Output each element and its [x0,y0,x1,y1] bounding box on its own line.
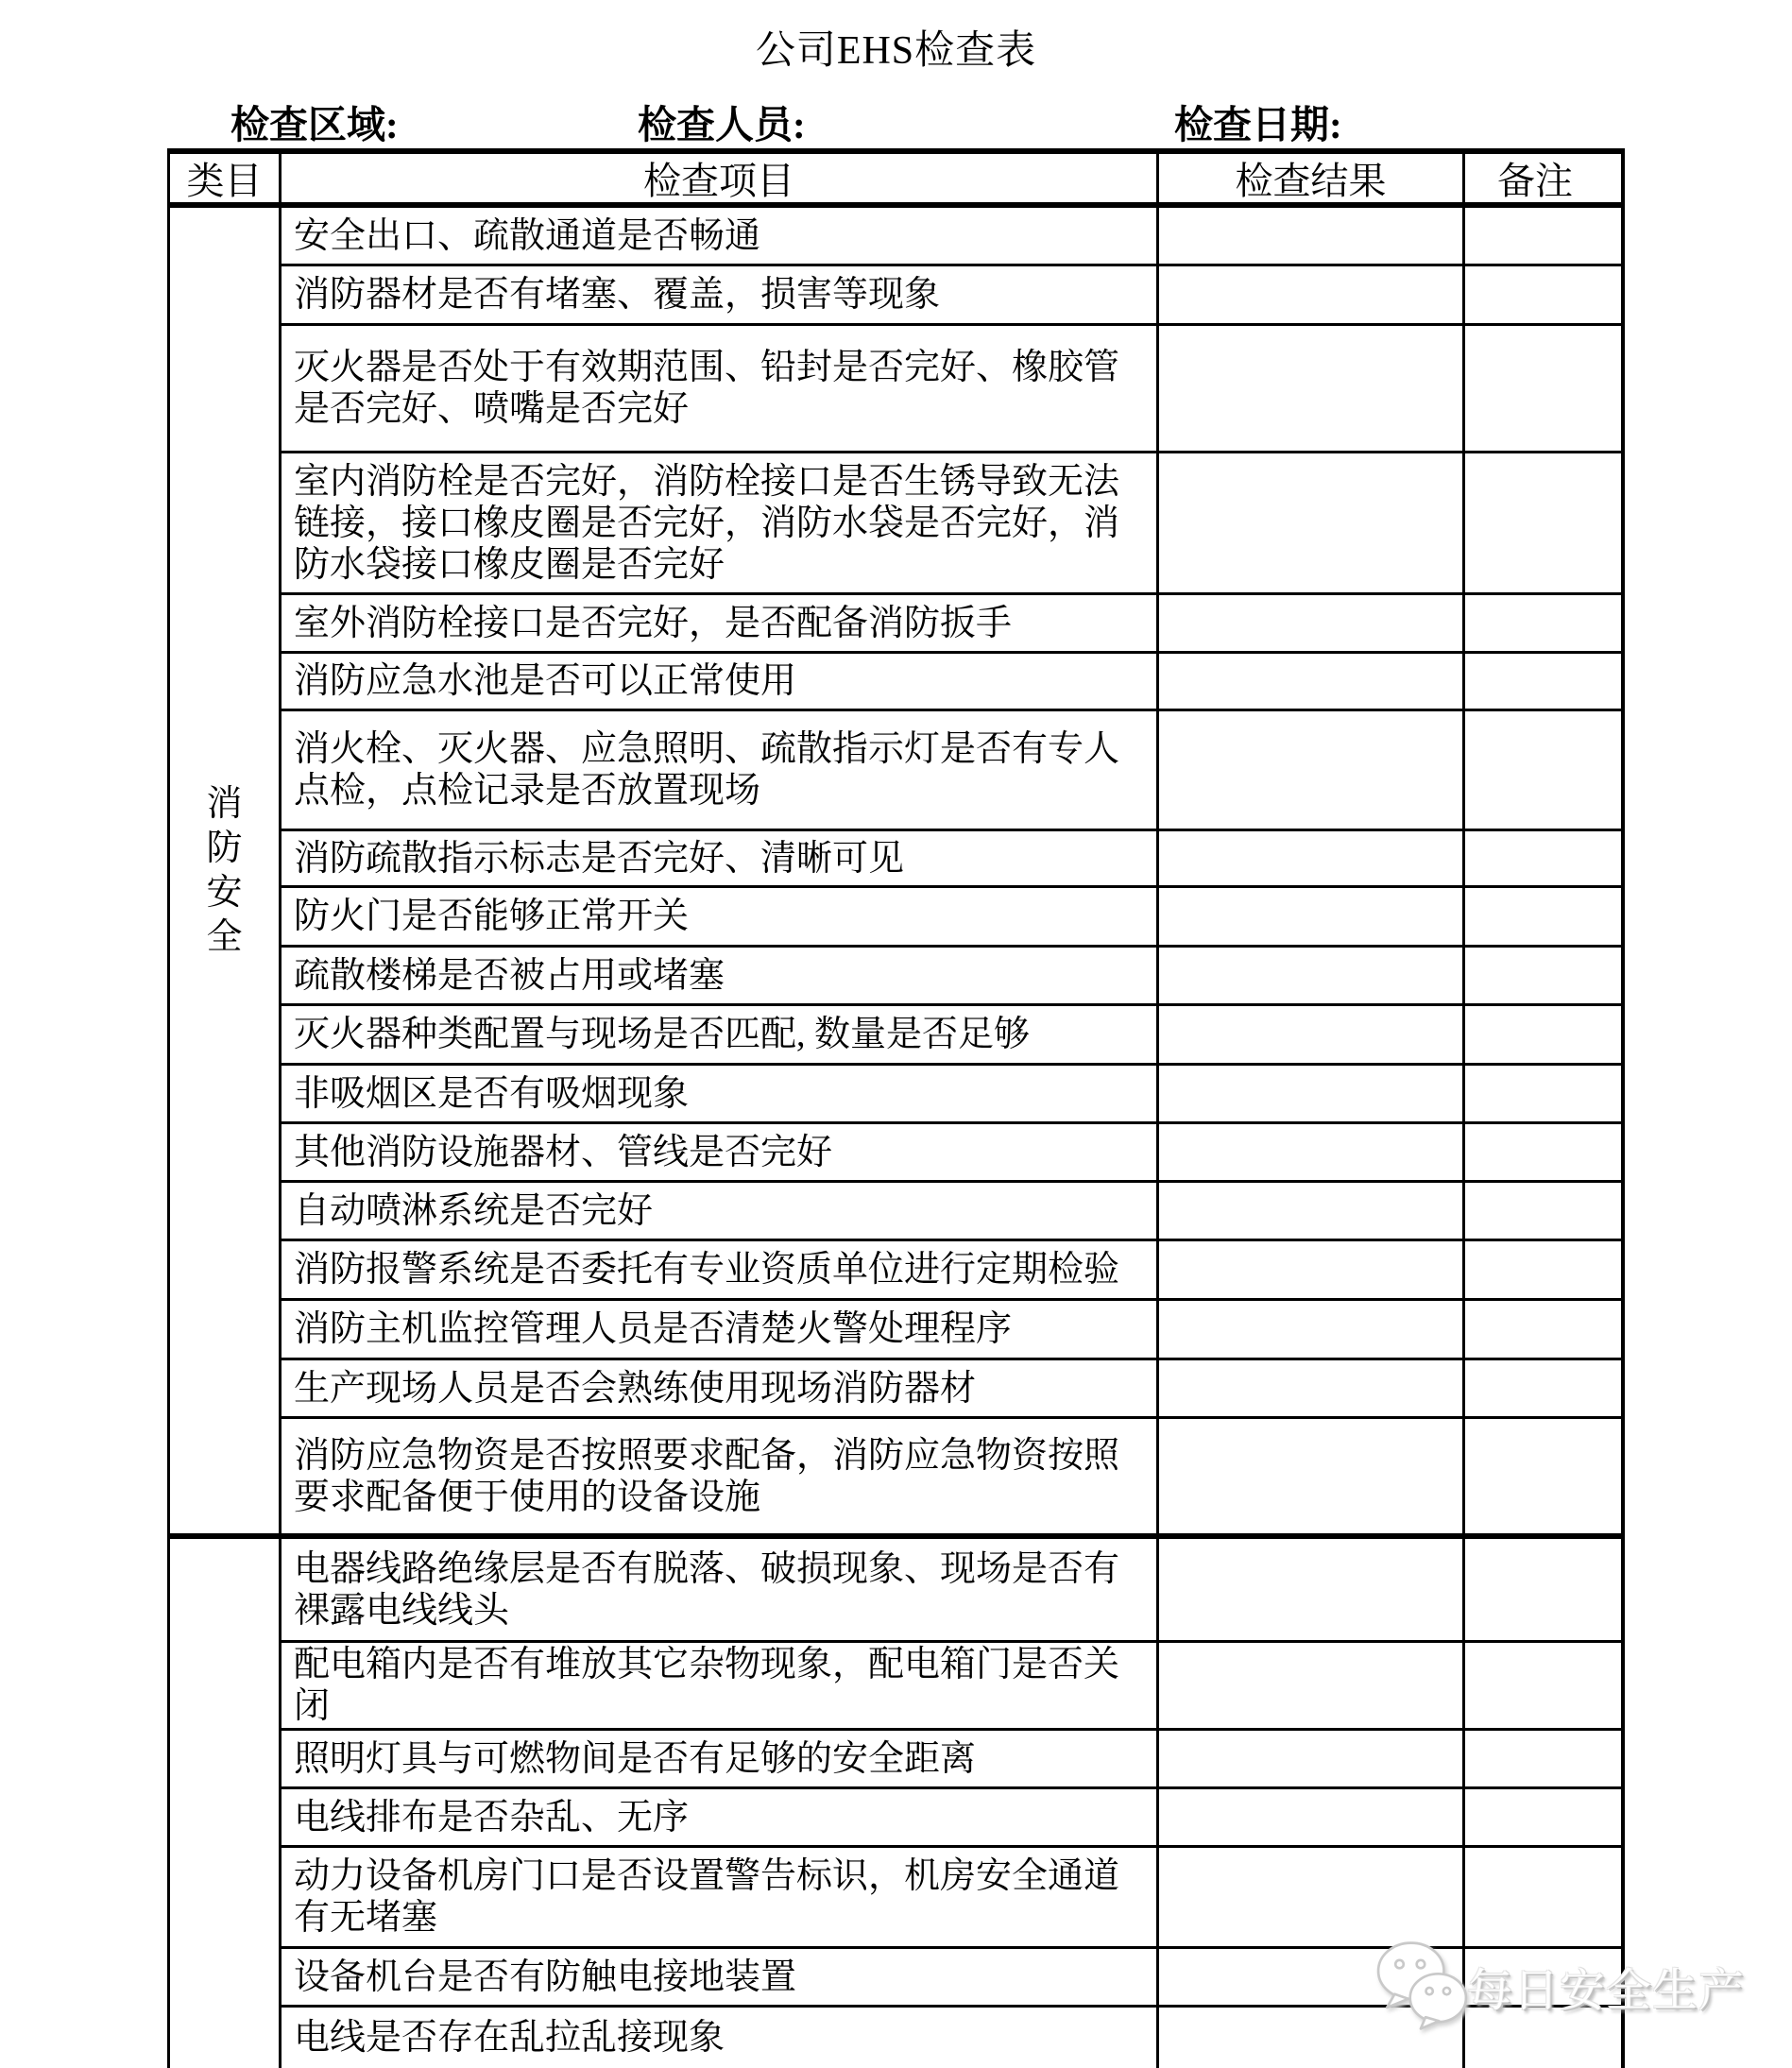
inspection-item-cell [282,1241,1159,1298]
inspection-item-cell [282,948,1159,1003]
result-cell [1159,1124,1465,1180]
table-row [282,831,1621,888]
inspection-item-text: 消防应急水池是否可以正常使用 [294,661,797,701]
inspection-item-text: 电线是否存在乱拉乱接现象 [294,2018,725,2058]
inspection-item-cell [282,831,1159,885]
inspection-item-text: 防火门是否能够正常开关 [294,897,690,936]
inspection-item-text: 灭火器是否处于有效期范围、铅封是否完好、橡胶管是否完好、喷嘴是否完好 [294,348,1120,429]
inspection-item-text: 消防主机监控管理人员是否清楚火警处理程序 [294,1309,1013,1349]
inspection-item-text: 室外消防栓接口是否完好，是否配备消防扳手 [294,603,1013,643]
table-row [282,1419,1621,1539]
result-cell [1159,1643,1465,1728]
table-body [170,208,1621,2068]
remark-cell [1465,888,1621,945]
inspection-item-cell [282,2008,1159,2068]
remark-cell [1465,1301,1621,1358]
table-row [282,1124,1621,1183]
inspection-item-cell [282,1066,1159,1121]
result-cell [1159,1183,1465,1239]
category-column [170,208,282,2068]
table-row [282,1301,1621,1360]
category-cell [170,1539,282,2068]
inspection-item-cell [282,595,1159,651]
inspection-item-cell [282,654,1159,709]
inspection-item-cell [282,1419,1159,1533]
remark-cell [1465,326,1621,451]
wechat-icon [1374,1939,1471,2031]
inspection-item-cell [282,1949,1159,2005]
result-cell [1159,1241,1465,1298]
remark-cell [1465,1539,1621,1640]
inspection-item-cell [282,1539,1159,1640]
category-cell [170,208,282,1539]
result-cell [1159,326,1465,451]
inspection-item-cell [282,266,1159,323]
inspection-item-text: 灭火器种类配置与现场是否匹配, 数量是否足够 [294,1015,1031,1054]
result-cell [1159,1301,1465,1358]
table-row [282,1066,1621,1124]
result-cell [1159,453,1465,592]
table-row [282,948,1621,1006]
table-row [282,266,1621,326]
header-item: 检查项目 [282,154,1159,202]
table-row [282,326,1621,453]
result-cell [1159,1731,1465,1786]
remark-cell [1465,711,1621,829]
remark-cell [1465,1241,1621,1298]
result-cell [1159,711,1465,829]
header-remark: 备注 [1497,160,1573,202]
result-cell [1159,1848,1465,1946]
inspection-item-cell [282,1848,1159,1946]
rows-column [282,208,1621,2068]
inspection-item-cell [282,1124,1159,1180]
remark-cell [1465,1006,1621,1063]
inspection-item-text: 消防应急物资是否按照要求配备，消防应急物资按照要求配备便于使用的设备设施 [294,1435,1120,1517]
table-row [282,1789,1621,1848]
result-cell [1159,1066,1465,1121]
table-row [282,654,1621,711]
table-row [282,453,1621,595]
remark-cell [1465,208,1621,264]
remark-cell [1465,831,1621,885]
table-row [282,1006,1621,1066]
inspection-item-text: 生产现场人员是否会熟练使用现场消防器材 [294,1368,977,1409]
inspection-item-text: 动力设备机房门口是否设置警告标识，机房安全通道有无堵塞 [294,1856,1120,1938]
inspection-item-text: 照明灯具与可燃物间是否有足够的安全距离 [294,1738,977,1779]
inspection-date-label: 检查日期: [1174,103,1342,146]
table-row [282,595,1621,654]
remark-cell [1465,1731,1621,1786]
result-cell [1159,888,1465,945]
result-cell [1159,1789,1465,1845]
remark-cell [1465,266,1621,323]
inspection-item-cell [282,453,1159,592]
inspection-item-text: 消防报警系统是否委托有专业资质单位进行定期检验 [294,1250,1120,1290]
inspection-item-cell [282,326,1159,451]
inspection-item-text: 设备机台是否有防触电接地装置 [294,1957,797,1997]
inspection-item-text: 其他消防设施器材、管线是否完好 [294,1132,833,1172]
inspection-item-text: 消防疏散指示标志是否完好、清晰可见 [294,838,905,879]
result-cell [1159,1539,1465,1640]
inspection-item-cell [282,208,1159,264]
watermark-text: 每日安全生产 [1467,1966,1746,2016]
page-title: 公司EHS检查表 [755,29,1037,73]
remark-cell [1465,1848,1621,1946]
remark-cell [1465,1419,1621,1533]
inspection-item-text: 自动喷淋系统是否完好 [294,1190,654,1231]
inspection-item-cell [282,1789,1159,1845]
result-cell [1159,831,1465,885]
inspection-area-label: 检查区域: [230,103,399,146]
remark-cell [1465,1183,1621,1239]
remark-cell [1465,595,1621,651]
remark-cell [1465,1124,1621,1180]
result-cell [1159,948,1465,1003]
table-header-row [170,154,1621,208]
inspection-item-text: 安全出口、疏散通道是否畅通 [294,215,761,256]
table-row [282,1183,1621,1241]
inspection-item-cell [282,1183,1159,1239]
remark-cell [1465,1360,1621,1416]
inspection-item-text: 非吸烟区是否有吸烟现象 [294,1073,690,1114]
table-row [282,888,1621,948]
inspection-item-text: 消火栓、灭火器、应急照明、疏散指示灯是否有专人点检，点检记录是否放置现场 [294,729,1120,811]
table-row [282,1241,1621,1301]
inspection-personnel-label: 检查人员: [638,103,806,146]
header-category: 类目 [170,154,282,202]
inspection-item-cell [282,1006,1159,1063]
result-cell [1159,1419,1465,1533]
table-row [282,1360,1621,1419]
result-cell [1159,654,1465,709]
remark-cell [1465,654,1621,709]
inspection-item-cell [282,1301,1159,1358]
result-cell [1159,595,1465,651]
inspection-item-text: 电器线路绝缘层是否有脱落、破损现象、现场是否有裸露电线线头 [294,1548,1120,1631]
inspection-item-text: 消防器材是否有堵塞、覆盖，损害等现象 [294,275,941,315]
inspection-item-cell [282,1360,1159,1416]
watermark [1374,1939,1745,2031]
inspection-item-cell [282,888,1159,945]
category-label: 消防安全 [206,783,243,957]
result-cell [1159,208,1465,264]
remark-cell [1465,1789,1621,1845]
table-row [282,1848,1621,1949]
table-row [282,711,1621,831]
table-row [282,1643,1621,1731]
remark-cell [1465,948,1621,1003]
table-row [282,1731,1621,1789]
inspection-item-text: 疏散楼梯是否被占用或堵塞 [294,955,725,996]
result-cell [1159,1006,1465,1063]
table-row [282,1539,1621,1643]
checklist-table [167,148,1625,2068]
result-cell [1159,266,1465,323]
remark-cell [1465,1066,1621,1121]
inspection-item-text: 电线排布是否杂乱、无序 [294,1797,690,1837]
result-cell [1159,1360,1465,1416]
remark-cell [1465,1643,1621,1728]
inspection-item-text: 配电箱内是否有堆放其它杂物现象，配电箱门是否关闭 [294,1645,1120,1726]
inspection-item-cell [282,1643,1159,1728]
inspection-item-text: 室内消防栓是否完好，消防栓接口是否生锈导致无法链接，接口橡皮圈是否完好，消防水袋是否完好，消防水袋接口橡皮圈是否完好 [294,461,1120,585]
header-result: 检查结果 [1159,154,1465,202]
remark-cell [1465,453,1621,592]
inspection-item-cell [282,1731,1159,1786]
inspection-item-cell [282,711,1159,829]
table-row [282,208,1621,266]
